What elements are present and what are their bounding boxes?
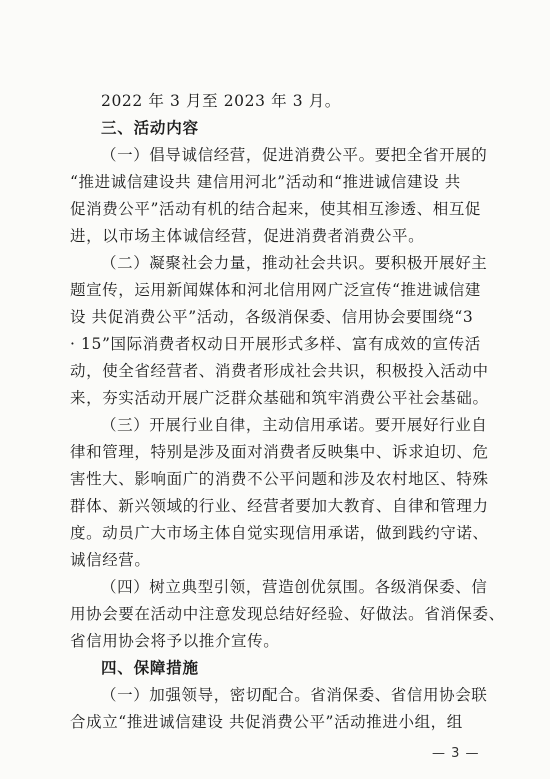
text-line: （四）树立典型引领，营造创优氛围。各级消保委、信: [101, 578, 488, 596]
text-line: 律和管理，特别是涉及面对消费者反映集中、诉求迫切、危: [70, 443, 489, 461]
text-line: 进，以市场主体诚信经营，促进消费者消费公平。: [70, 227, 425, 245]
text-line: 合成立“推进诚信建设 共促消费公平”活动推进小组，组: [70, 713, 463, 731]
text-line: 动，使全省经营者、消费者形成社会共识，积极投入活动中: [70, 362, 489, 380]
text-line: 省信用协会将予以推介宣传。: [70, 632, 280, 650]
text-line: · 15”国际消费者权动日开展形式多样、富有成效的宣传活: [70, 335, 481, 353]
text-line: 来，夯实活动开展广泛群众基础和筑牢消费公平社会基础。: [70, 389, 489, 407]
text-line: 用协会要在活动中注意发现总结好经验、好做法。省消保委、: [70, 605, 505, 623]
text-line: “推进诚信建设共 建信用河北”活动和“推进诚信建设 共: [70, 173, 461, 191]
text-line: （二）凝聚社会力量，推动社会共识。要积极开展好主: [101, 254, 488, 272]
text-line: 群体、新兴领域的行业、经营者要加大教育、自律和管理力: [70, 497, 489, 515]
text-line: 诚信经营。: [70, 551, 151, 569]
page-number: — 3 —: [432, 746, 480, 761]
text-line: （三）开展行业自律，主动信用承诺。要开展好行业自: [101, 416, 488, 434]
text-line-date-range: 2022 年 3 月至 2023 年 3 月。: [101, 92, 341, 110]
text-line: （一）加强领导，密切配合。省消保委、省信用协会联: [101, 686, 488, 704]
text-line: （一）倡导诚信经营，促进消费公平。要把全省开展的: [101, 146, 488, 164]
section-heading-safeguard-measures: 四、保障措施: [101, 659, 199, 677]
text-line: 促消费公平”活动有机的结合起来，使其相互渗透、相互促: [70, 200, 482, 218]
text-line: 度。动员广大市场主体自觉实现信用承诺，做到践约守诺、: [70, 524, 489, 542]
text-line: 害性大、影响面广的消费不公平问题和涉及农村地区、特殊: [70, 470, 489, 488]
section-heading-activity-content: 三、活动内容: [101, 119, 199, 137]
text-line: 题宣传，运用新闻媒体和河北信用网广泛宣传“推进诚信建: [70, 281, 482, 299]
text-line: 设 共促消费公平”活动，各级消保委、信用协会要围绕“3: [70, 308, 474, 326]
